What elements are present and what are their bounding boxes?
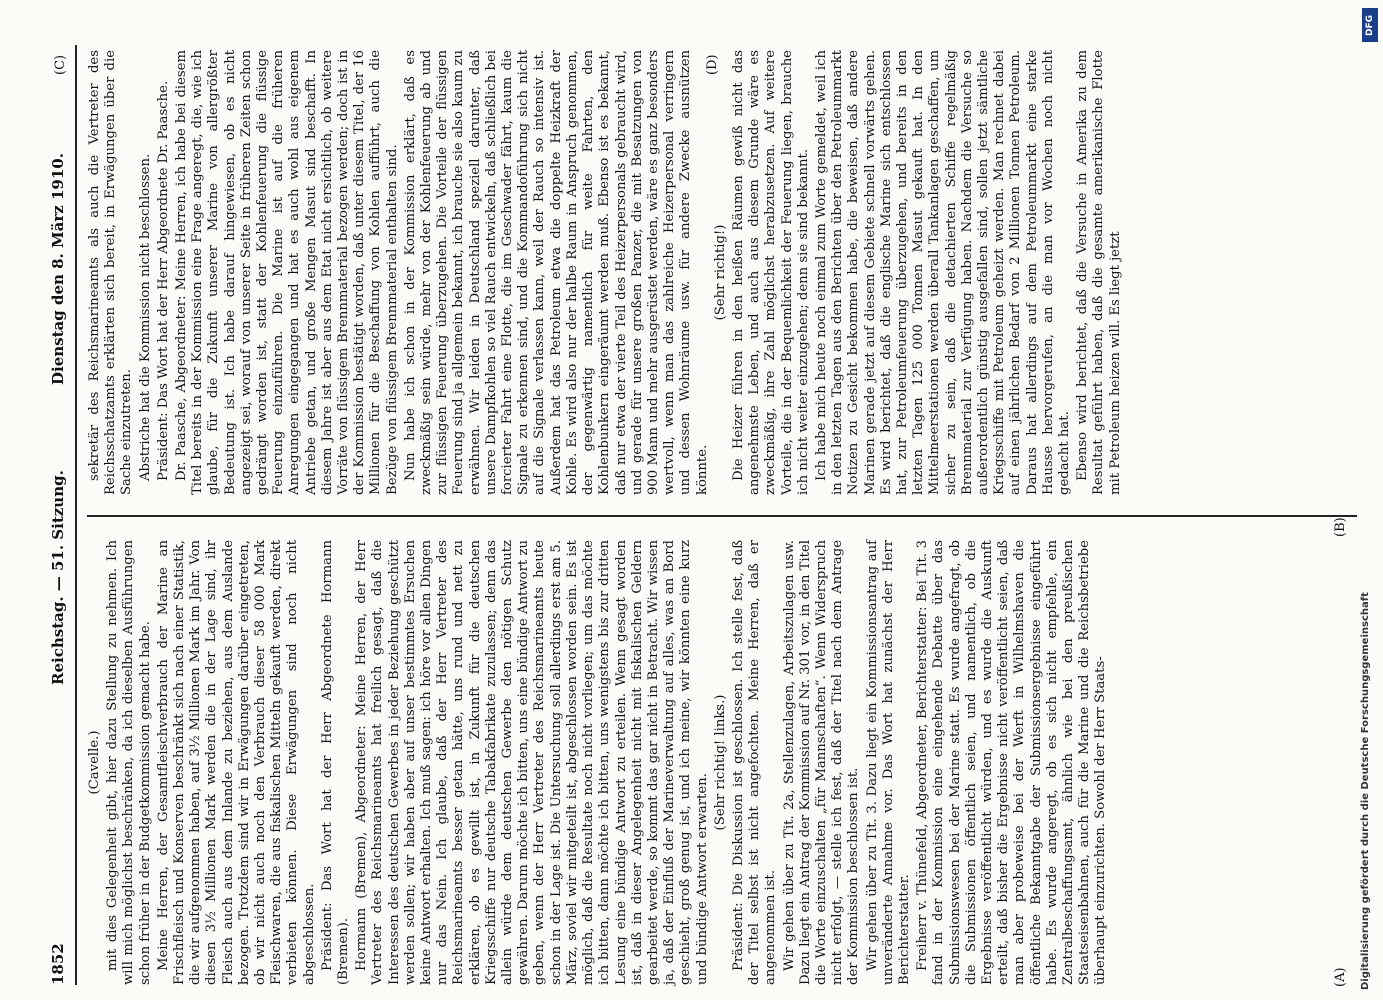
paragraph: Präsident: Das Wort hat der Herr Abgeordnete Hormann (Bremen).: [319, 540, 352, 985]
paragraph: (Sehr richtig!): [712, 224, 728, 321]
paragraph: Ebenso wird berichtet, daß die Versuche in Amerika zu dem Resultat geführt haben, daß die gesamte amerikanische Flotte mit Petroleum heizen will. Es liegt jetzt: [1075, 50, 1123, 495]
margin-mark-d: (D): [705, 54, 720, 75]
paragraph: Wir gehen über zu Tit. 2a, Stellenzulagen, Arbeitszulagen usw. Dazu liegt ein Antrag der Kommission auf Nr. 301 vor, in den Titel die Worte einzuschalten „für Mannschaften“. Wenn Widerspruch nicht erfolgt, — stelle ich fest, daß der Titel nach dem Antrage der Kommission beschlossen ist.: [781, 540, 862, 985]
margin-mark-a: (A): [1333, 967, 1348, 987]
left-column: [87, 540, 1357, 985]
paragraph: Meine Herren, der Gesamtfleischverbrauch der Marine an Frischfleisch und Konserven beschränkt sich nach einer Statistik, die wir aufgenommen haben, auf 3½ Millionen Mark im Jahr. Von diesen 3½ Millionen Mark werden die in der Lage sind, ihr Fleisch auch aus dem Inlande zu beziehen, aus dem Auslande bezogen. Trotzdem sind wir in Erwägungen darüber eingetreten, ob wir nicht auch noch den Verbrauch dieser 58 000 Mark Fleischwaren, die aus fiskalischen Mitteln gekauft werden, direkt verbieten können. Diese Erwägungen sind noch nicht abgeschlossen.: [155, 540, 317, 985]
paragraph: Abstriche hat die Kommission nicht beschlossen.: [137, 153, 153, 481]
paragraph: Wir gehen über zu Tit. 3. Dazu liegt ein Kommissionsantrag auf unveränderte Annahme vor. Das Wort hat zunächst der Herr Berichterstatter.: [864, 540, 912, 985]
column-divider: [87, 515, 1357, 517]
header-rule: [75, 45, 77, 985]
paragraph: Präsident: Die Diskussion ist geschlossen. Ich stelle fest, daß der Titel selbst ist nicht angefochten. Meine Herren, daß er angenommen ist.: [730, 540, 779, 985]
paragraph: Hormann (Bremen), Abgeordneter: Meine Herren, der Herr Vertreter des Reichsmarineamts hat freilich gesagt, daß die Interessen des deutschen Gewerbes in jeder Beziehung geschützt werden sollen; wir haben aber auf unser bestimmtes Ersuchen keine Antwort erhalten. Ich muß sagen: ich höre vor allen Dingen nur das Nein. Ich glaube, daß der Herr Vertreter des Reichsmarineamts besser getan hätte, uns rund und nett zu erklären, ob es gewillt ist, in Zukunft für die deutschen Kriegsschiffe nur deutsche Tabakfabrikate zuzulassen; denn das allein würde dem deutschen Gewerbe den nötigen Schutz gewähren. Darum möchte ich bitten, uns eine bündige Antwort zu geben, wenn der Herr Vertreter des Reichsmarineamts heute schon in der Lage ist. Die Untersuchung soll allerdings erst am 5. März, soviel wir mitgeteilt ist, abgeschlossen worden sein. Es ist möglich, daß die Resultate noch nicht vorliegen; um das möchte ich bitten, dann möchte ich bitten, uns wenigstens bis zur dritten Lesung eine bündige Antwort zu erteilen. Wenn gesagt worden ist, daß in dieser Angelegenheit nicht mit fiskalischen Geldern gearbeitet werde, so kommt das gar nicht in Betracht. Wir wissen ja, daß der Einfluß der Marineverwaltung auf alles, was an Bord geschieht, groß genug ist, und ich meine, wir könnten eine kurz und bündige Antwort erwarten.: [354, 540, 710, 985]
paragraph: Dr. Paasche, Abgeordneter: Meine Herren, ich habe bei diesem Titel bereits in der Kommission eine Frage angeregt, die, wie ich glaube, für die Zukunft unserer Marine von allergrößter Bedeutung ist. Ich habe darauf hingewiesen, ob es nicht angezeigt sei, worauf von unserer Seite in früheren Zeiten schon gedrängt worden ist, statt der Kohlenfeuerung die flüssige Feuerung einzuführen. Die Marine ist auf die früheren Anregungen eingegangen und hat es auch wohl aus eigenem Antriebe getan, und große Mengen Masut sind beschafft. In diesem Jahre ist aber aus dem Etat nicht ersichtlich, ob weitere Vorräte von flüssigem Brennmaterial bezogen werden; doch ist in der Kommission bestätigt worden, daß unter diesem Titel, der 16 Millionen für die Beschaffung von Kohlen aufführt, auch die Bezüge von flüssigem Brennmaterial enthalten sind.: [174, 50, 400, 495]
paragraph: Freiherr v. Thünefeld, Abgeordneter, Berichterstatter: Bei Tit. 3 fand in der Kommission eine eingehende Debatte über das Submissionswesen bei der Marine statt. Es wurde angefragt, ob die Submissionen öffentlich seien, und namentlich, ob die Ergebnisse veröffentlicht würden, und es wurde die Auskunft erteilt, daß bisher die Ergebnisse nicht veröffentlicht seien, daß man aber probeweise bei der Werft in Wilhelmshaven die öffentliche Bekanntgabe der Submissionsergebnisse eingeführt habe. Es wurde angeregt, ob es sich nicht empfehle, ein Zentralbeschaffungsamt, ähnlich wie bei den preußischen Staatseisenbahnen, auch für die Marine und die Reichsbetriebe überhaupt einzurichten. Sowohl der Herr Staats-: [915, 540, 1109, 985]
session-title: Reichstag. — 51. Sitzung.: [49, 470, 67, 685]
paragraph: mit dies Gelegenheit gibt, hier dazu Stellung zu nehmen. Ich will mich möglichst beschränken, da ich dieselben Ausführungen schon früher in der Budgetkommission gemacht habe.: [105, 540, 153, 985]
paragraph: Präsident: Das Wort hat der Herr Abgeordnete Dr. Paasche.: [155, 80, 171, 481]
paragraph: Nun habe ich schon in der Kommission erklärt, daß es zweckmäßig sein würde, mehr von der Kohlenfeuerung ab und zur flüssigen Feuerung überzugehen. Die Vorteile der flüssigen Feuerung sind ja allgemein bekannt, ich brauche sie also kaum zu erwähnen. Wir leiden in Deutschland speziell darunter, daß unsere Dampfkohlen so viel Rauch entwickeln, daß schließlich bei forcierter Fahrt eine Flotte, die im Geschwader fährt, kaum die Signale zu erkennen sind, und die Kommandoführung sich nicht auf die Signale verlassen kann, weil der Rauch so intensiv ist. Außerdem hat das Petroleum etwa die doppelte Heizkraft der Kohle. Es wird also nur der halbe Raum in Anspruch genommen, der gegenwärtig namentlich für weite Fahrten, den Kohlenbunkern eingeräumt werden muß. Ebenso ist es bekannt, daß nur etwa der vierte Teil des Heizerpersonals gebraucht wird, und gerade für unsere großen Panzer, die mit Besatzungen von 900 Mann und mehr ausgerüstet werden, wäre es ganz besonders wertvoll, wenn man das zahlreiche Heizerpersonal verringern und dessen Wohnräume usw. für andere Zwecke ausnützen könnte.: [402, 50, 710, 495]
right-column: [87, 50, 1357, 495]
digitization-credit: Digitalisierung gefördert durch die Deutsche Forschungsgemeinschaft: [1360, 592, 1371, 990]
paragraph: (Sehr richtig! links.): [712, 694, 728, 831]
margin-mark-c: (C): [53, 54, 68, 75]
rotated-page-content: [45, 45, 1365, 985]
page-header: [45, 45, 75, 985]
paragraph: Ich habe mich heute noch einmal zum Worte gemeldet, weil ich in den letzten Tagen aus den Berichten über den Petroleummarkt Notizen zu Gesicht bekommen habe, die beweisen, daß andere Marinen gerade jetzt auf diesem Gebiete schnell vorwärts gehen. Es wird berichtet, daß die englische Marine sich entschlossen hat, zur Petroleumfeuerung überzugehen, und bereits in den letzten Tagen 125 000 Tonnen Masut gekauft hat. In den Mittelmeerstationen werden überall Tankanlagen geschaffen, um sicher zu sein, daß die detachierten Schiffe regelmäßig Brennmaterial zur Verfügung haben. Nachdem die Versuche so außerordentlich günstig ausgefallen sind, sollen jetzt sämtliche Kriegsschiffe mit Petroleum geheizt werden. Man rechnet dabei auf einen jährlichen Bedarf von 2 Millionen Tonnen Petroleum. Daraus hat allerdings auf dem Petroleummarkt eine starke Hausse hervorgerufen, an die man vor Wochen noch nicht gedacht hat.: [813, 50, 1072, 495]
margin-mark-b: (B): [1333, 517, 1348, 537]
page-number: 1852: [49, 943, 67, 985]
paragraph: (Cavelle.): [87, 730, 102, 795]
dfg-logo: DFG: [1362, 8, 1378, 42]
paragraph: sekretär des Reichsmarineamts als auch die Vertreter des Reichsschatzamts erklärten sich bereit, in Erwägungen über die Sache einzutreten.: [87, 50, 135, 495]
session-date: Dienstag den 8. März 1910.: [49, 153, 67, 385]
paragraph: Die Heizer führen in den heißen Räumen gewiß nicht das angenehmste Leben, und auch aus diesem Grunde wäre es zweckmäßig, ihre Zahl möglichst herabzusetzen. Auf weitere Vorteile, die in der Bequemlichkeit der Feuerung liegen, brauche ich nicht weiter einzugehen; denn sie sind bekannt.: [730, 50, 811, 495]
